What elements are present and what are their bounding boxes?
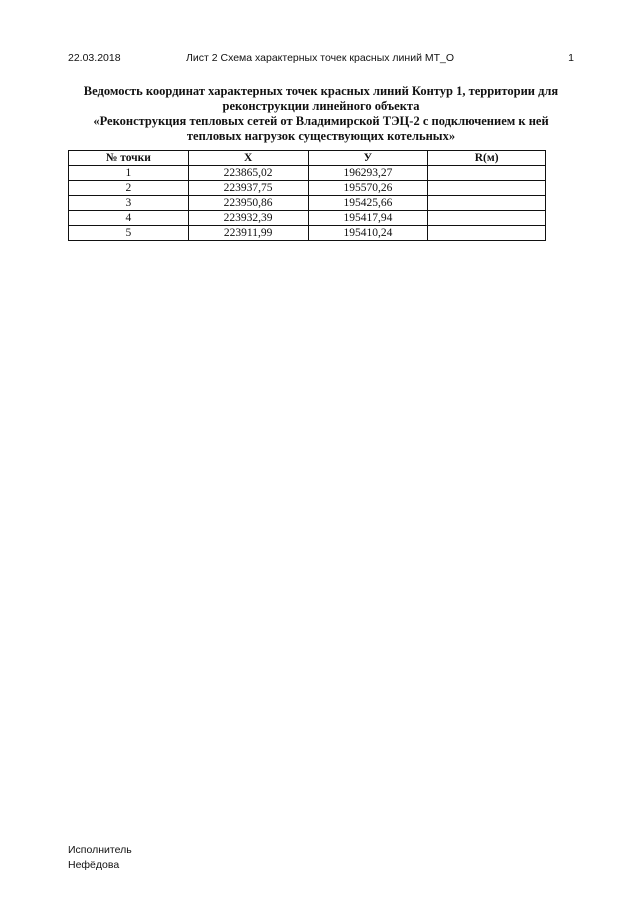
- cell-point: 2: [69, 181, 189, 196]
- cell-y: 195570,26: [308, 181, 428, 196]
- title-line-2: реконструкции линейного объекта: [222, 99, 420, 113]
- cell-r: [428, 196, 546, 211]
- header-date: 22.03.2018: [68, 52, 121, 64]
- document-title: [60, 84, 582, 144]
- cell-y: 195410,24: [308, 226, 428, 241]
- cell-x: 223865,02: [188, 166, 308, 181]
- cell-point: 1: [69, 166, 189, 181]
- coordinates-table: [68, 150, 546, 241]
- column-header-r: R(м): [428, 151, 546, 166]
- footer-signature: [68, 843, 132, 873]
- table-row: [69, 196, 546, 211]
- table-row: [69, 211, 546, 226]
- column-header-x: X: [188, 151, 308, 166]
- table-row: [69, 166, 546, 181]
- footer-name: Нефёдова: [68, 859, 120, 871]
- cell-point: 3: [69, 196, 189, 211]
- cell-r: [428, 166, 546, 181]
- header-sheet-title: Лист 2 Схема характерных точек красных линий МТ_О: [186, 52, 455, 64]
- table-row: [69, 226, 546, 241]
- table-header-row: [69, 151, 546, 166]
- cell-x: 223950,86: [188, 196, 308, 211]
- footer-label: Исполнитель: [68, 844, 132, 856]
- table-row: [69, 181, 546, 196]
- column-header-point: № точки: [69, 151, 189, 166]
- cell-r: [428, 226, 546, 241]
- column-header-y: У: [308, 151, 428, 166]
- cell-r: [428, 181, 546, 196]
- title-line-3: «Реконструкция тепловых сетей от Владимирской ТЭЦ-2 с подключением к ней: [93, 114, 549, 128]
- cell-y: 195417,94: [308, 211, 428, 226]
- cell-y: 196293,27: [308, 166, 428, 181]
- page-number: 1: [568, 52, 574, 64]
- page-header: [68, 52, 574, 68]
- cell-y: 195425,66: [308, 196, 428, 211]
- cell-point: 5: [69, 226, 189, 241]
- cell-x: 223937,75: [188, 181, 308, 196]
- cell-x: 223911,99: [188, 226, 308, 241]
- title-line-4: тепловых нагрузок существующих котельных»: [186, 129, 456, 143]
- cell-x: 223932,39: [188, 211, 308, 226]
- cell-point: 4: [69, 211, 189, 226]
- cell-r: [428, 211, 546, 226]
- title-line-1: Ведомость координат характерных точек красных линий Контур 1, территории для: [83, 84, 559, 98]
